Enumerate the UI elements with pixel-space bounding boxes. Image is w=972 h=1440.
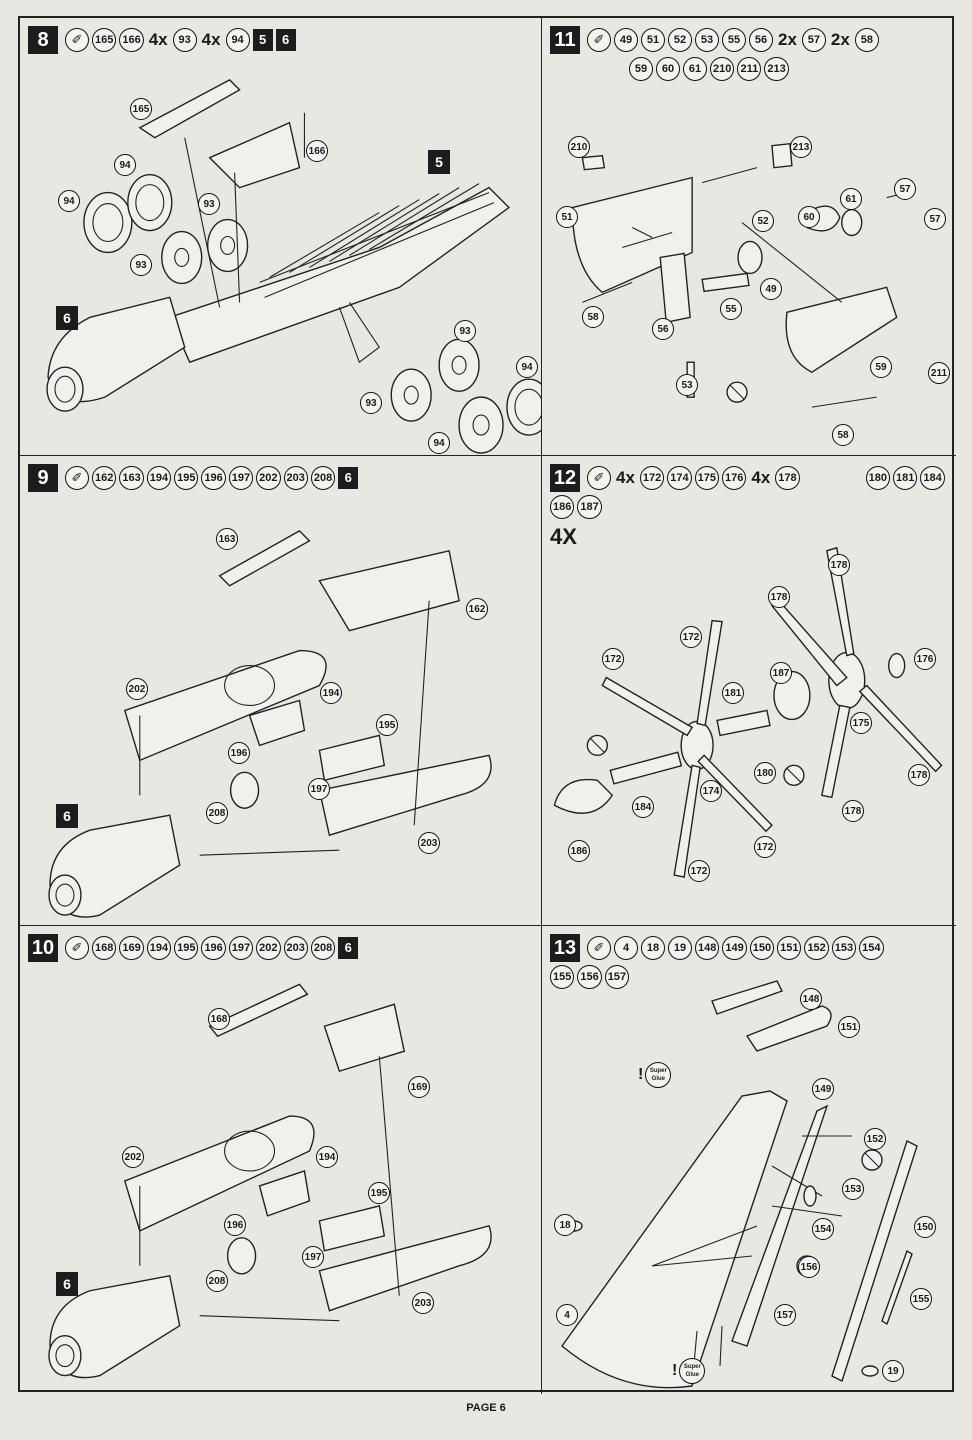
part-number: 197 bbox=[229, 936, 253, 960]
part-label: 52 bbox=[752, 210, 774, 232]
part-number: 154 bbox=[859, 936, 883, 960]
part-label: 149 bbox=[812, 1078, 834, 1100]
part-number: 53 bbox=[695, 28, 719, 52]
part-number: 153 bbox=[832, 936, 856, 960]
part-label: 155 bbox=[910, 1288, 932, 1310]
part-number: 94 bbox=[226, 28, 250, 52]
step-reference: 6 bbox=[276, 29, 296, 51]
part-label: 196 bbox=[224, 1214, 246, 1236]
part-number: 93 bbox=[173, 28, 197, 52]
step-12-header bbox=[550, 464, 950, 550]
part-label: 51 bbox=[556, 206, 578, 228]
part-label: 213 bbox=[790, 136, 812, 158]
part-number: 211 bbox=[737, 57, 761, 81]
part-label: 172 bbox=[754, 836, 776, 858]
part-label: 194 bbox=[316, 1146, 338, 1168]
part-label: 202 bbox=[126, 678, 148, 700]
step-number: 11 bbox=[550, 26, 580, 54]
part-number: 61 bbox=[683, 57, 707, 81]
part-label: 148 bbox=[800, 988, 822, 1010]
part-label: 93 bbox=[198, 193, 220, 215]
part-number: 194 bbox=[147, 466, 171, 490]
part-label: 203 bbox=[418, 832, 440, 854]
part-label: 94 bbox=[516, 356, 538, 378]
part-label: 55 bbox=[720, 298, 742, 320]
part-number: 172 bbox=[640, 466, 664, 490]
part-label: 163 bbox=[216, 528, 238, 550]
part-label: 57 bbox=[894, 178, 916, 200]
step-number: 9 bbox=[28, 464, 58, 492]
part-number: 195 bbox=[174, 466, 198, 490]
part-label: 93 bbox=[454, 320, 476, 342]
page-number: PAGE 6 bbox=[466, 1402, 506, 1414]
super-glue-icon: Super Glue bbox=[645, 1062, 671, 1088]
big-quantity: 4X bbox=[550, 524, 577, 549]
part-label: 152 bbox=[864, 1128, 886, 1150]
quantity: 2x bbox=[830, 30, 850, 49]
part-label: 57 bbox=[924, 208, 946, 230]
part-label: 168 bbox=[208, 1008, 230, 1030]
part-label: 93 bbox=[130, 254, 152, 276]
part-label: 178 bbox=[908, 764, 930, 786]
glue-icon: ✐ bbox=[587, 936, 611, 960]
part-label: 154 bbox=[812, 1218, 834, 1240]
part-label: 181 bbox=[722, 682, 744, 704]
part-number: 181 bbox=[893, 466, 917, 490]
part-label: 94 bbox=[58, 190, 80, 212]
part-label: 59 bbox=[870, 356, 892, 378]
part-label: 184 bbox=[632, 796, 654, 818]
part-number: 169 bbox=[119, 936, 143, 960]
quantity: 4x bbox=[201, 30, 221, 49]
part-label: 151 bbox=[838, 1016, 860, 1038]
part-label: 53 bbox=[676, 374, 698, 396]
part-label: 150 bbox=[914, 1216, 936, 1238]
part-number: 149 bbox=[722, 936, 746, 960]
step-11-header bbox=[550, 26, 950, 81]
step-number: 13 bbox=[550, 934, 580, 962]
part-number: 213 bbox=[764, 57, 788, 81]
super-glue-icon: Super Glue bbox=[679, 1358, 705, 1384]
step-number: 12 bbox=[550, 464, 580, 492]
part-label: 157 bbox=[774, 1304, 796, 1326]
part-label: 186 bbox=[568, 840, 590, 862]
step-10-header bbox=[28, 934, 535, 962]
part-label: 180 bbox=[754, 762, 776, 784]
quantity: 4x bbox=[751, 468, 771, 487]
part-label: 210 bbox=[568, 136, 590, 158]
super-glue-warning: ! Super Glue bbox=[672, 1358, 705, 1384]
step-13-panel bbox=[542, 926, 956, 1394]
step-8-header bbox=[28, 26, 535, 54]
part-number: 208 bbox=[311, 936, 335, 960]
part-number: 194 bbox=[147, 936, 171, 960]
part-number: 197 bbox=[229, 466, 253, 490]
super-glue-warning: ! Super Glue bbox=[638, 1062, 671, 1088]
step-9-panel bbox=[20, 456, 542, 926]
part-number: 19 bbox=[668, 936, 692, 960]
part-label: 61 bbox=[840, 188, 862, 210]
part-label: 197 bbox=[302, 1246, 324, 1268]
part-number: 202 bbox=[256, 466, 280, 490]
part-number: 4 bbox=[614, 936, 638, 960]
step-13-header bbox=[550, 934, 950, 989]
part-number: 150 bbox=[750, 936, 774, 960]
part-label: 211 bbox=[928, 362, 950, 384]
part-number: 203 bbox=[284, 466, 308, 490]
part-label: 176 bbox=[914, 648, 936, 670]
part-number: 163 bbox=[119, 466, 143, 490]
part-label: 162 bbox=[466, 598, 488, 620]
part-label: 178 bbox=[828, 554, 850, 576]
part-number: 196 bbox=[201, 936, 225, 960]
part-number: 55 bbox=[722, 28, 746, 52]
part-label: 166 bbox=[306, 140, 328, 162]
quantity: 4x bbox=[148, 30, 168, 49]
part-number: 148 bbox=[695, 936, 719, 960]
part-label: 58 bbox=[582, 306, 604, 328]
part-label: 94 bbox=[428, 432, 450, 454]
part-number: 156 bbox=[577, 965, 601, 989]
part-label: 153 bbox=[842, 1178, 864, 1200]
step-grid bbox=[18, 16, 954, 1392]
part-number: 151 bbox=[777, 936, 801, 960]
part-label: 94 bbox=[114, 154, 136, 176]
part-label: 165 bbox=[130, 98, 152, 120]
step-11-illustration bbox=[542, 18, 956, 455]
step-12-panel bbox=[542, 456, 956, 926]
step-reference-tag: 5 bbox=[428, 150, 450, 174]
part-label: 195 bbox=[376, 714, 398, 736]
part-label: 178 bbox=[768, 586, 790, 608]
part-number: 196 bbox=[201, 466, 225, 490]
part-number: 184 bbox=[920, 466, 944, 490]
step-10-illustration bbox=[20, 926, 541, 1394]
glue-icon: ✐ bbox=[65, 28, 89, 52]
part-number: 162 bbox=[92, 466, 116, 490]
part-number: 186 bbox=[550, 495, 574, 519]
part-number: 208 bbox=[311, 466, 335, 490]
part-number: 56 bbox=[749, 28, 773, 52]
step-reference: 5 bbox=[253, 29, 273, 51]
part-label: 172 bbox=[602, 648, 624, 670]
step-reference-tag: 6 bbox=[56, 306, 78, 330]
part-number: 187 bbox=[577, 495, 601, 519]
part-label: 156 bbox=[798, 1256, 820, 1278]
part-label: 197 bbox=[308, 778, 330, 800]
part-number: 203 bbox=[284, 936, 308, 960]
part-label: 169 bbox=[408, 1076, 430, 1098]
part-number: 165 bbox=[92, 28, 116, 52]
part-label: 175 bbox=[850, 712, 872, 734]
part-number: 60 bbox=[656, 57, 680, 81]
part-label: 19 bbox=[882, 1360, 904, 1382]
part-label: 178 bbox=[842, 800, 864, 822]
quantity: 2x bbox=[778, 30, 797, 49]
part-number: 175 bbox=[695, 466, 719, 490]
step-reference: 6 bbox=[338, 467, 358, 489]
step-11-panel bbox=[542, 18, 956, 456]
part-label: 172 bbox=[680, 626, 702, 648]
part-label: 58 bbox=[832, 424, 854, 446]
part-label: 196 bbox=[228, 742, 250, 764]
part-label: 4 bbox=[556, 1304, 578, 1326]
quantity: 4x bbox=[616, 468, 635, 487]
part-number: 18 bbox=[641, 936, 665, 960]
part-number: 210 bbox=[710, 57, 734, 81]
part-number: 155 bbox=[550, 965, 574, 989]
part-number: 166 bbox=[119, 28, 143, 52]
part-number: 202 bbox=[256, 936, 280, 960]
step-9-illustration bbox=[20, 456, 541, 925]
part-number: 195 bbox=[174, 936, 198, 960]
part-label: 187 bbox=[770, 662, 792, 684]
step-9-header bbox=[28, 464, 535, 492]
part-label: 202 bbox=[122, 1146, 144, 1168]
part-number: 52 bbox=[668, 28, 692, 52]
part-number: 152 bbox=[804, 936, 828, 960]
part-number: 176 bbox=[722, 466, 746, 490]
step-reference-tag: 6 bbox=[56, 1272, 78, 1296]
instruction-page bbox=[10, 8, 962, 1420]
part-number: 168 bbox=[92, 936, 116, 960]
part-label: 194 bbox=[320, 682, 342, 704]
part-label: 172 bbox=[688, 860, 710, 882]
step-reference: 6 bbox=[338, 937, 358, 959]
part-number: 180 bbox=[866, 466, 890, 490]
part-number: 174 bbox=[667, 466, 691, 490]
part-number: 49 bbox=[614, 28, 638, 52]
part-label: 56 bbox=[652, 318, 674, 340]
part-number: 51 bbox=[641, 28, 665, 52]
glue-icon: ✐ bbox=[587, 28, 611, 52]
step-13-illustration bbox=[542, 926, 956, 1394]
part-number: 58 bbox=[855, 28, 879, 52]
part-label: 208 bbox=[206, 802, 228, 824]
part-number: 178 bbox=[775, 466, 799, 490]
part-label: 18 bbox=[554, 1214, 576, 1236]
part-label: 195 bbox=[368, 1182, 390, 1204]
part-label: 203 bbox=[412, 1292, 434, 1314]
part-label: 49 bbox=[760, 278, 782, 300]
glue-icon: ✐ bbox=[65, 936, 89, 960]
step-8-illustration bbox=[20, 18, 541, 455]
step-reference-tag: 6 bbox=[56, 804, 78, 828]
part-label: 174 bbox=[700, 780, 722, 802]
part-number: 59 bbox=[629, 57, 653, 81]
part-label: 60 bbox=[798, 206, 820, 228]
step-number: 10 bbox=[28, 934, 58, 962]
part-number: 57 bbox=[802, 28, 826, 52]
glue-icon: ✐ bbox=[65, 466, 89, 490]
step-number: 8 bbox=[28, 26, 58, 54]
part-number: 157 bbox=[605, 965, 629, 989]
glue-icon: ✐ bbox=[587, 466, 611, 490]
part-label: 93 bbox=[360, 392, 382, 414]
step-8-panel bbox=[20, 18, 542, 456]
part-label: 208 bbox=[206, 1270, 228, 1292]
step-10-panel bbox=[20, 926, 542, 1394]
